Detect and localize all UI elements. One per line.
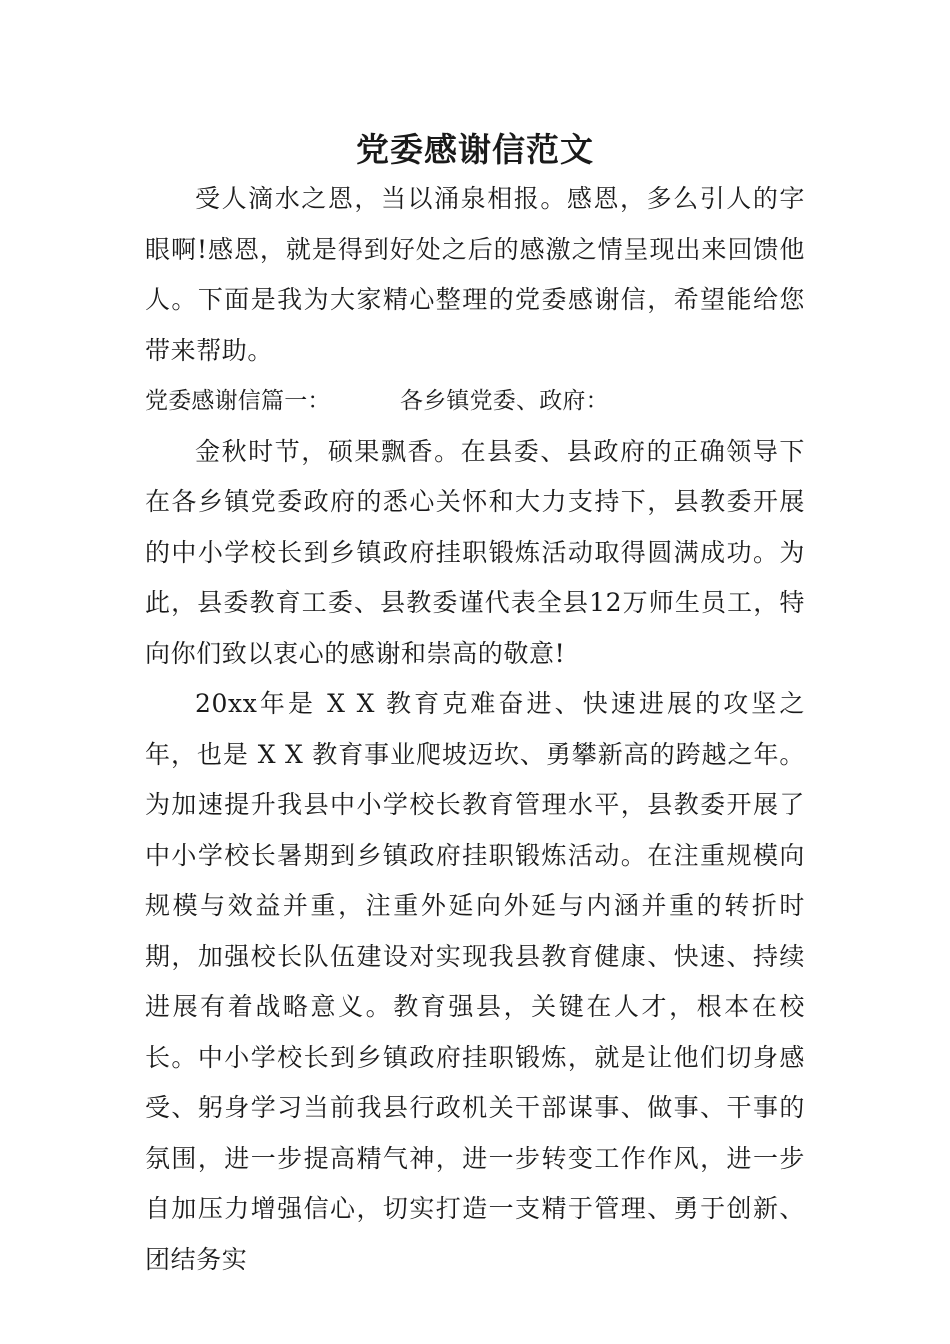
section-heading-line (145, 376, 805, 427)
salutation: 各乡镇党委、政府： (400, 388, 609, 414)
intro-paragraph: 受人滴水之恩，当以涌泉相报。感恩，多么引人的字眼啊!感恩，就是得到好处之后的感激之情呈现出来回馈他人。下面是我为大家精心整理的党委感谢信，希望能给您带来帮助。 (145, 184, 805, 365)
body-paragraph-1: 金秋时节，硕果飘香。在县委、县政府的正确领导下在各乡镇党委政府的悉心关怀和大力支持下，县教委开展的中小学校长到乡镇政府挂职锻炼活动取得圆满成功。为此，县委教育工委、县教委谨代表全县12万师生员工，特向你们致以衷心的感谢和崇高的敬意! (145, 436, 805, 668)
document-title: 党委感谢信范文 (356, 130, 594, 169)
body-paragraph-2: 20xx年是 X X 教育克难奋进、快速进展的攻坚之年，也是 X X 教育事业爬坡迈坎、勇攀新高的跨越之年。为加速提升我县中小学校长教育管理水平，县教委开展了中小学校长暑期到乡镇政府挂职锻炼活动。在注重规模向规模与效益并重，注重外延向外延与内涵并重的转折时期，加强校长队伍建设对实现我县教育健康、快速、持续进展有着战略意义。教育强县，关键在人才，根本在校长。中小学校长到乡镇政府挂职锻炼，就是让他们切身感受、躬身学习当前我县行政机关干部谋事、做事、干事的氛围，进一步提高精气神，进一步转变工作作风，进一步自加压力增强信心，切实打造一支精于管理、勇于创新、团结务实 (145, 689, 805, 1274)
section-heading: 党委感谢信篇一： (145, 388, 331, 414)
document-body (145, 174, 805, 1285)
